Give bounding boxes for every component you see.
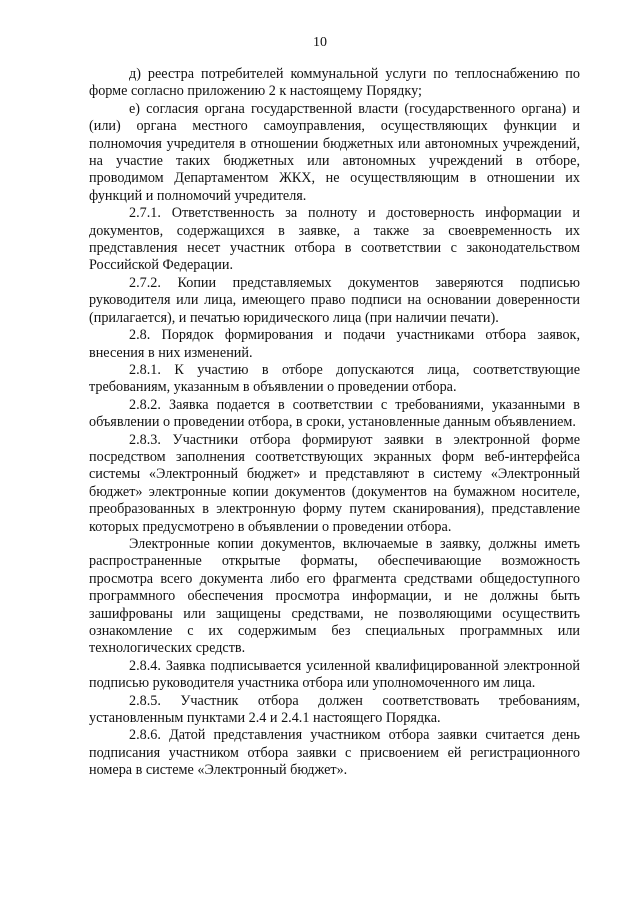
paragraph-2-8-3: 2.8.3. Участники отбора формируют заявки в электронной форме посредством заполнения соответствующих экранных форм веб-интерфейса системы «Электронный бюджет» и представляют в систему «Электронный бюджет» электронные копии документов (документов на бумажном носителе, преобразованных в электронную форму путем сканирования), представление которых предусмотрено в объявлении о проведении отбора. <box>89 431 580 535</box>
paragraph-registry-consumers: д) реестра потребителей коммунальной услуги по теплоснабжению по форме согласно приложению 2 к настоящему Порядку; <box>89 66 580 100</box>
paragraph-2-8-4: 2.8.4. Заявка подписывается усиленной квалифицированной электронной подписью руководителя участника отбора или уполномоченного им лица. <box>89 657 580 692</box>
paragraph-2-7-2: 2.7.2. Копии представляемых документов заверяются подписью руководителя или лица, имеющего право подписи на основании доверенности (прилагается), и печатью юридического лица (при наличии печати). <box>89 274 580 326</box>
paragraph-2-7-1: 2.7.1. Ответственность за полноту и достоверность информации и документов, содержащихся в заявке, а также за своевременность их представления несет участник отбора в соответствии с законодательством Российской Федерации. <box>89 205 580 274</box>
page-number: 10 <box>313 35 327 50</box>
paragraph-2-8-5: 2.8.5. Участник отбора должен соответствовать требованиям, установленным пунктами 2.4 и 2.4.1 настоящего Порядка. <box>89 692 580 727</box>
paragraph-2-8-2: 2.8.2. Заявка подается в соответствии с требованиями, указанными в объявлении о проведении отбора, в сроки, установленные данным объявлением. <box>89 396 580 431</box>
paragraph-2-8: 2.8. Порядок формирования и подачи участниками отбора заявок, внесения в них изменений. <box>89 327 580 361</box>
document-body <box>89 66 580 780</box>
paragraph-2-8-6: 2.8.6. Датой представления участником отбора заявки считается день подписания участником отбора заявки с присвоением ей регистрационного номера в системе «Электронный бюджет». <box>89 727 580 779</box>
paragraph-electronic-copies: Электронные копии документов, включаемые в заявку, должны иметь распространенные открытые форматы, обеспечивающие возможность просмотра всего документа либо его фрагмента средствами общедоступного программного обеспечения просмотра информации, и не должны быть зашифрованы или защищены средствами, не позволяющими осуществить ознакомление с их содержимым без специальных программных или технологических средств. <box>89 535 580 657</box>
paragraph-2-8-1: 2.8.1. К участию в отборе допускаются лица, соответствующие требованиям, указанным в объявлении о проведении отбора. <box>89 361 580 396</box>
paragraph-consent-authority: е) согласия органа государственной власти (государственного органа) и (или) органа местного самоуправления, осуществляющих функции и полномочия учредителя в отношении бюджетных или автономных учреждений, на участие таких бюджетных или автономных учреждений в отборе, проводимом Департаментом ЖКХ, не осуществляющим в отношении их функций и полномочий учредителя. <box>89 100 580 204</box>
